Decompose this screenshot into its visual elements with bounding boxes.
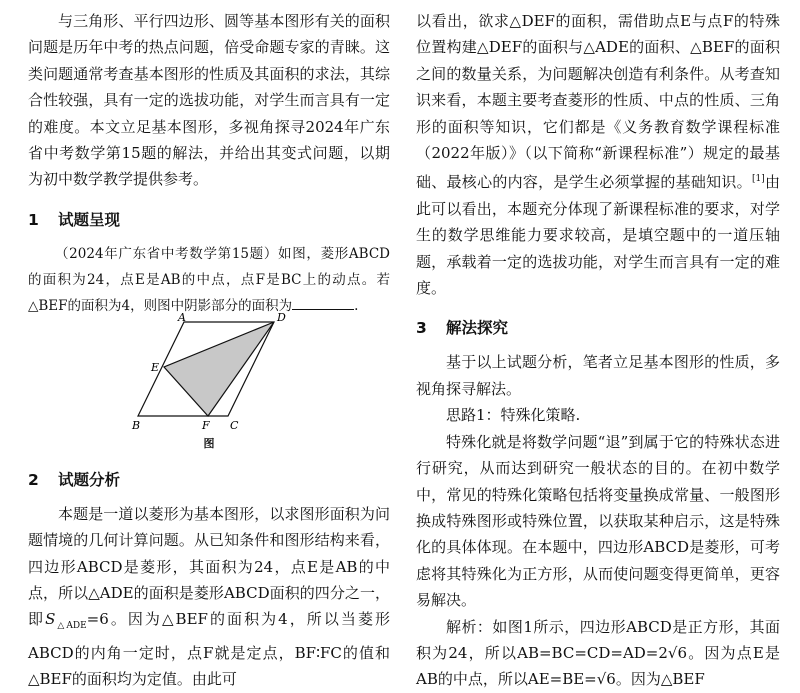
analysis-text-a: 本题是一道以菱形为基本图形，以求图形面积为问题情境的几何计算问题。从已知条件和图形结构来看，四边形ABCD是菱形，其面积为24，点E是AB的中点，所以△ADE的面积是菱形ABCD面积的四分之一，即	[28, 504, 390, 629]
problem-text: （2024年广东省中考数学第15题）如图，菱形ABCD的面积为24，点E是AB的中点，点F是BC上的动点。若△BEF的面积为4，则图中阴影部分的面积为	[28, 245, 390, 314]
section-1-number: 1	[28, 210, 39, 229]
answer-blank	[292, 295, 354, 310]
label-c: C	[230, 418, 239, 432]
rhombus-diagram	[28, 310, 390, 439]
analysis-paragraph	[28, 501, 390, 693]
shaded-triangle-def	[164, 322, 274, 416]
section-3-title: 解法探究	[446, 319, 509, 338]
section-3-heading	[416, 315, 780, 341]
problem-statement	[28, 241, 390, 319]
section-2-number: 2	[28, 470, 39, 489]
method-intro: 基于以上试题分析，笔者立足基本图形的性质，多视角探寻解法。	[416, 353, 780, 398]
label-d: D	[277, 310, 286, 324]
solution-paragraph: 解析：如图1所示，四边形ABCD是正方形，其面积为24，所以AB=BC=CD=AD=2√6。因为点E是AB的中点，所以AE=BE=√6。因为△BEF	[416, 617, 780, 689]
rhombus-figure	[28, 310, 390, 450]
left-column	[28, 8, 390, 693]
section-2-title: 试题分析	[58, 470, 121, 489]
analysis-continued	[416, 8, 780, 301]
section-1-title: 试题呈现	[58, 210, 121, 229]
intro-paragraph: 与三角形、平行四边形、圆等基本图形有关的面积问题是历年中考的热点问题，倍受命题专家的青睐。这类问题通常考查基本图形的性质及其面积的求法，其综合性较强，具有一定的选拔功能，对学生而言具有一定的难度。本文立足基本图形，多视角探寻2024年广东省中考数学第15题的解法，并给出其变式问题，以期为初中数学教学提供参考。	[28, 12, 390, 189]
analysis-cont-text: 以看出，欲求△DEF的面积，需借助点E与点F的特殊位置构建△DEF的面积与△ADE的面积、△BEF的面积之间的数量关系，为问题解决创造有利条件。从考查知识来看，本题主要考查菱形的性质、中点的性质、三角形的面积等知识，它们都是《义务教育数学课程标准（2022年版）》（以下简称“新课程标准”）规定的最基础、最核心的内容，是学生必须掌握的基础知识。	[416, 12, 780, 192]
label-f: F	[202, 418, 210, 432]
section-1-heading	[28, 207, 390, 233]
problem-end: .	[354, 297, 359, 314]
area-symbol: S	[45, 610, 56, 629]
right-column	[416, 8, 780, 693]
label-a: A	[178, 310, 186, 324]
section-2-heading	[28, 467, 390, 493]
analysis-cont-text-2: 由此可以看出，本题充分体现了新课程标准的要求，对学生的数学思维能力要求较高，是填空题中的一道压轴题，承载着一定的选拔功能，对学生而言具有一定的难度。	[416, 173, 780, 298]
analysis-text-b: =6。因为△BEF的面积为4，所以当菱形ABCD的内角一定时，点F就是定点，BF∶FC的值和△BEF的面积均为定值。由此可	[28, 610, 390, 689]
area-subscript: △ADE	[55, 621, 87, 632]
figure-caption: 图	[203, 436, 215, 450]
specialization-paragraph: 特殊化就是将数学问题“退”到属于它的特殊状态进行研究，从而达到研究一般状态的目的。在初中数学中，常见的特殊化策略包括将变量换成常量、一般图形换成特殊图形或特殊位置，以获取某种启示，这是特殊化的具体体现。在本题中，四边形ABCD是菱形，可考虑将其特殊化为正方形，从而使问题变得更简单，更容易解决。	[416, 432, 780, 610]
reference-mark: [1]	[751, 174, 765, 185]
idea-1-heading: 思路1：特殊化策略.	[446, 406, 581, 425]
section-3-number: 3	[416, 319, 427, 338]
label-e: E	[151, 360, 160, 374]
label-b: B	[132, 418, 141, 432]
